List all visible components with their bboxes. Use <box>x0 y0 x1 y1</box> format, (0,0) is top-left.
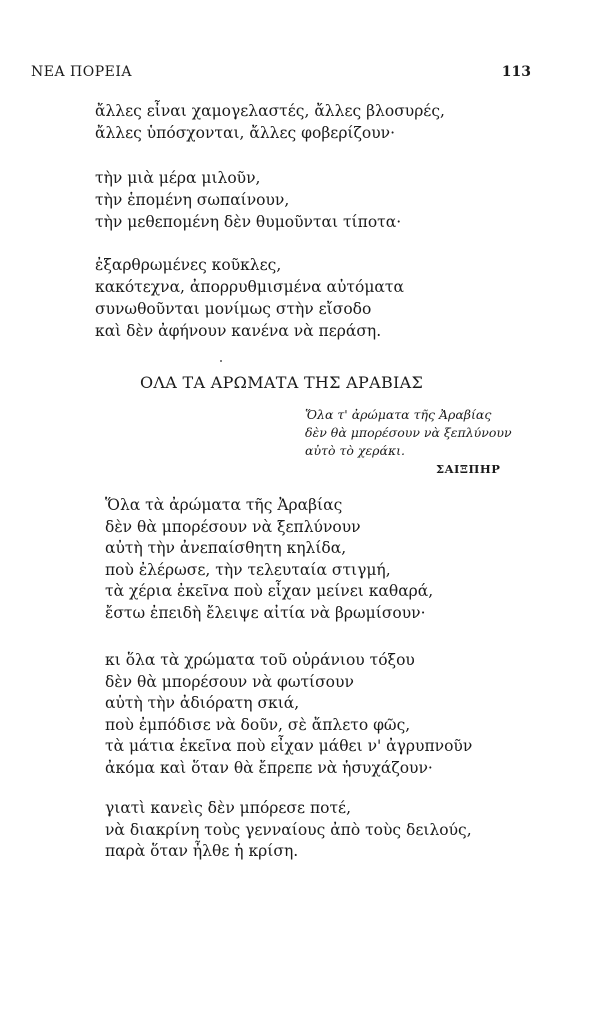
poem-title: ΟΛΑ ΤΑ ΑΡΩΜΑΤΑ ΤΗΣ ΑΡΑΒΙΑΣ <box>140 373 424 392</box>
epigraph-author: ΣΑΙΞΠΗΡ <box>436 462 501 476</box>
print-speck <box>220 360 222 362</box>
stanza-5 <box>105 650 472 779</box>
poem-line: τὴν μεθεπομένη δὲν θυμοῦνται τίποτα· <box>95 213 402 231</box>
poem-line: ἄλλες ὑπόσχονται, ἄλλες φοβερίζουν· <box>95 124 396 142</box>
poem-line: τὴν ἑπομένη σωπαίνουν, <box>95 191 290 209</box>
poem-line: τὰ μάτια ἐκεῖνα ποὺ εἶχαν μάθει ν' ἀγρυπνοῦν <box>105 737 473 755</box>
poem-line: γιατὶ κανεὶς δὲν μπόρεσε ποτέ, <box>105 799 352 817</box>
epigraph <box>305 406 512 460</box>
poem-line: ποὺ ἐμπόδισε νὰ δοῦν, σὲ ἄπλετο φῶς, <box>105 715 411 734</box>
poem-line: κακότεχνα, ἀπορρυθμισμένα αὐτόματα <box>95 278 404 296</box>
epigraph-line: δὲν θὰ μπορέσουν νὰ ξεπλύνουν <box>305 425 512 440</box>
poem-line: αὐτὴ τὴν ἀδιόρατη σκιά, <box>105 694 300 712</box>
poem-line: παρὰ ὅταν ἦλθε ἡ κρίση. <box>105 842 299 860</box>
running-head: ΝΕΑ ΠΟΡΕΙΑ <box>31 64 132 80</box>
epigraph-line: Ὅλα τ' ἀρώματα τῆς Ἀραβίας <box>305 407 492 422</box>
stanza-6 <box>105 798 472 863</box>
stanza-1 <box>95 100 445 144</box>
stanza-4 <box>105 495 433 624</box>
poem-line: δὲν θὰ μπορέσουν νὰ ξεπλύνουν <box>105 517 361 536</box>
poem-line: ἀκόμα καὶ ὅταν θὰ ἔπρεπε νὰ ἡσυχάζουν· <box>105 758 433 777</box>
poem-line: τὰ χέρια ἐκεῖνα ποὺ εἶχαν μείνει καθαρά, <box>105 582 434 600</box>
poem-line: κι ὅλα τὰ χρώματα τοῦ οὐράνιου τόξου <box>105 651 415 669</box>
poem-line: ποὺ ἐλέρωσε, τὴν τελευταία στιγμή, <box>105 560 391 579</box>
poem-line: ἄλλες εἶναι χαμογελαστές, ἄλλες βλοσυρές, <box>95 102 445 120</box>
poem-line: δὲν θὰ μπορέσουν νὰ φωτίσουν <box>105 672 354 691</box>
poem-line: αὐτὴ τὴν ἀνεπαίσθητη κηλίδα, <box>105 539 347 557</box>
stanza-2 <box>95 167 401 233</box>
epigraph-line: αὐτὸ τὸ χεράκι. <box>305 443 406 458</box>
stanza-3 <box>95 254 404 342</box>
poem-line: τὴν μιὰ μέρα μιλοῦν, <box>95 169 261 187</box>
poem-line: ἔστω ἐπειδὴ ἔλειψε αἰτία νὰ βρωμίσουν· <box>105 603 426 622</box>
poem-line: συνωθοῦνται μονίμως στὴν εἴσοδο <box>95 300 372 318</box>
poem-line: Ὅλα τὰ ἀρώματα τῆς Ἀραβίας <box>105 496 343 514</box>
poem-line: καὶ δὲν ἀφήνουν κανένα νὰ περάση. <box>95 322 382 340</box>
page-number: 113 <box>501 64 531 80</box>
poem-line: νὰ διακρίνη τοὺς γενναίους ἀπὸ τοὺς δειλούς, <box>105 820 472 839</box>
poem-line: ἐξαρθρωμένες κοῦκλες, <box>95 256 282 274</box>
